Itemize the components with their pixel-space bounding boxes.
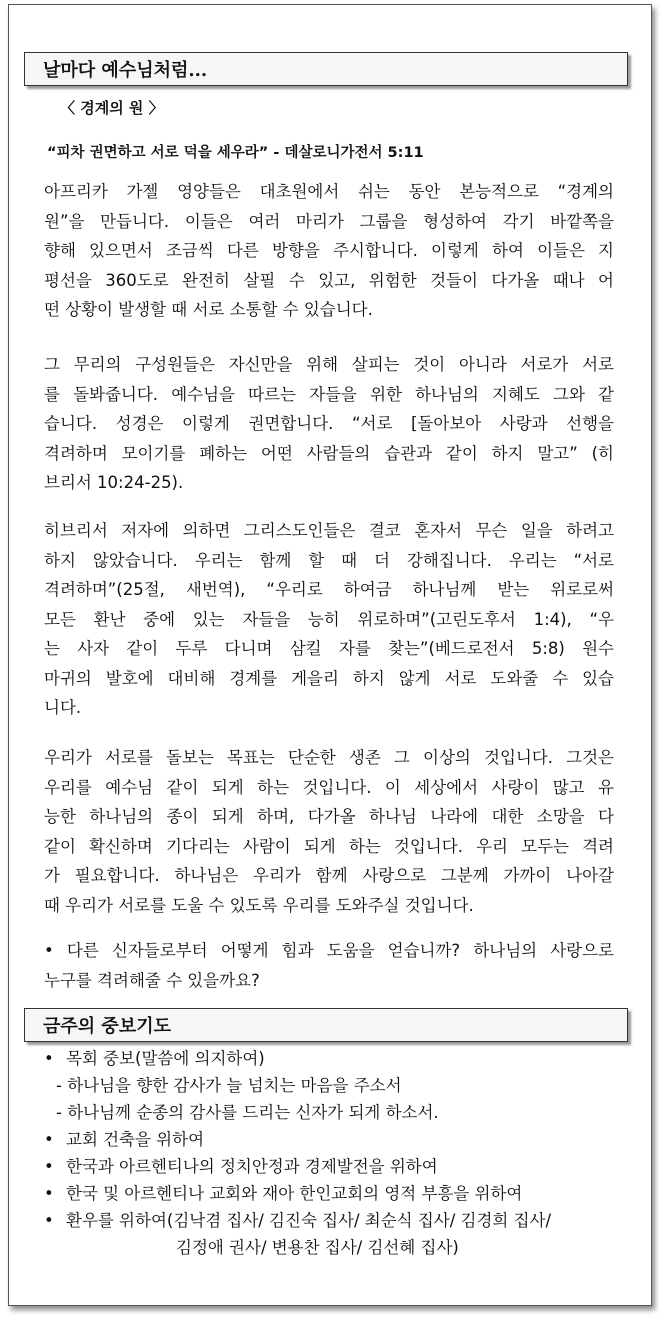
- prayer-item: [44, 1207, 624, 1234]
- bullet-icon: •: [44, 1184, 54, 1203]
- prayer-list: [44, 1045, 624, 1261]
- text-line: 평선을 360도로 완전히 살필 수 있고, 위험한 것들이 다가올 때나 어: [44, 270, 614, 290]
- paragraph-1: [44, 177, 614, 325]
- paragraph-2: [44, 350, 614, 498]
- prayer-item: [44, 1153, 624, 1180]
- text-line: 같이 확신하며 기다리는 사람이 되게 하는 것입니다. 우리 모두는 격려: [44, 836, 614, 856]
- prayer-item: [44, 1180, 624, 1207]
- text-line: 능한 하나님의 종이 되게 하며, 다가올 하나님 나라에 대한 소망을 다: [44, 807, 614, 826]
- devotional-title: 날마다 예수님처럼...: [43, 60, 208, 81]
- prayer-sub-item: - 하나님을 향한 감사가 늘 넘치는 마음을 주소서: [56, 1076, 402, 1095]
- prayer-item: [44, 1045, 624, 1072]
- text-line: 때 우리가 서로를 도울 수 있도록 우리를 도와주실 것입니다.: [44, 895, 474, 915]
- text-line: 가 필요합니다. 하나님은 우리가 함께 사랑으로 그분께 가까이 나아갈: [44, 866, 614, 885]
- prayer-item: [44, 1126, 624, 1153]
- text-line: 향해 있으면서 조금씩 다른 방향을 주시합니다. 이렇게 하여 이들은 지: [44, 241, 614, 260]
- prayer-item-text: 한국 및 아르헨티나 교회와 재아 한인교회의 영적 부흥을 위하여: [66, 1184, 523, 1203]
- text-line: 그 무리의 구성원들은 자신만을 위해 살피는 것이 아니라 서로가 서로: [44, 355, 614, 374]
- bullet-icon: •: [44, 1211, 54, 1230]
- text-line: 를 돌봐줍니다. 예수님을 따르는 자들을 위한 하나님의 지혜도 그와 같: [44, 384, 614, 404]
- text-line: 아프리카 가젤 영양들은 대초원에서 쉬는 동안 본능적으로 “경계의: [44, 182, 614, 201]
- prayer-item-text: 교회 건축을 위하여: [66, 1130, 205, 1149]
- text-line: 떤 상황이 발생할 때 서로 소통할 수 있습니다.: [44, 300, 373, 319]
- prayer-item-text: 한국과 아르헨티나의 정치안정과 경제발전을 위하여: [66, 1157, 438, 1176]
- text-line: 마귀의 발호에 대비해 경계를 게을리 하지 않게 서로 도와줄 수 있습: [44, 668, 614, 688]
- paragraph-4: [44, 743, 614, 920]
- text-line: 격려하며 모이기를 폐하는 어떤 사람들의 습관과 같이 하지 말고” (히: [44, 443, 614, 463]
- prayer-title: 금주의 중보기도: [43, 1016, 171, 1037]
- text-line: 니다.: [44, 698, 82, 717]
- paragraph-3: [44, 516, 614, 723]
- devotional-subtitle: 〈 경계의 원 〉: [60, 99, 164, 117]
- prayer-item-continuation: 김정애 권사/ 변용찬 집사/ 김선혜 집사): [176, 1238, 459, 1257]
- text-line: 누구를 격려해줄 수 있을까요?: [44, 970, 260, 990]
- bullet-icon: •: [44, 1157, 54, 1176]
- devotional-header: [24, 52, 628, 86]
- text-line: 브리서 10:24-25).: [44, 473, 184, 492]
- text-line: 하지 않았습니다. 우리는 함께 할 때 더 강해집니다. 우리는 “서로: [44, 550, 614, 570]
- prayer-sub-item: - 하나님께 순종의 감사를 드리는 신자가 되게 하소서.: [56, 1103, 439, 1122]
- text-line: 우리가 서로를 돌보는 목표는 단순한 생존 그 이상의 것입니다. 그것은: [44, 748, 614, 767]
- text-line: 원”을 만듭니다. 이들은 여러 마리가 그룹을 형성하여 각기 바깥쪽을: [44, 211, 614, 231]
- text-line: 히브리서 저자에 의하면 그리스도인들은 결코 혼자서 무슨 일을 하려고: [44, 521, 614, 540]
- bullet-icon: •: [44, 1049, 54, 1068]
- text-line: 모든 환난 중에 있는 자들을 능히 위로하며”(고린도후서 1:4), “우: [44, 609, 614, 629]
- prayer-header: [24, 1008, 628, 1042]
- bullet-icon: •: [44, 1130, 54, 1149]
- reflection-question: [44, 936, 614, 995]
- prayer-item-text: 목회 중보(말씀에 의지하여): [66, 1049, 265, 1068]
- text-line: 습니다. 성경은 이렇게 권면합니다. “서로 [돌아보아 사랑과 선행을: [44, 414, 614, 433]
- scripture-verse: “피차 권면하고 서로 덕을 세우라” - 데살로니가전서 5:11: [47, 145, 424, 161]
- text-line: 는 사자 같이 두루 다니며 삼킬 자를 찾는”(베드로전서 5:8) 원수: [44, 639, 614, 658]
- text-line: • 다른 신자들로부터 어떻게 힘과 도움을 얻습니까? 하나님의 사랑으로: [44, 941, 614, 960]
- prayer-item-text: 환우를 위하여(김낙겸 집사/ 김진숙 집사/ 최순식 집사/ 김경희 집사/: [66, 1211, 552, 1230]
- text-line: 우리를 예수님 같이 되게 하는 것입니다. 이 세상에서 사랑이 많고 유: [44, 777, 614, 797]
- text-line: 격려하며”(25절, 새번역), “우리로 하여금 하나님께 받는 위로로써: [44, 580, 614, 599]
